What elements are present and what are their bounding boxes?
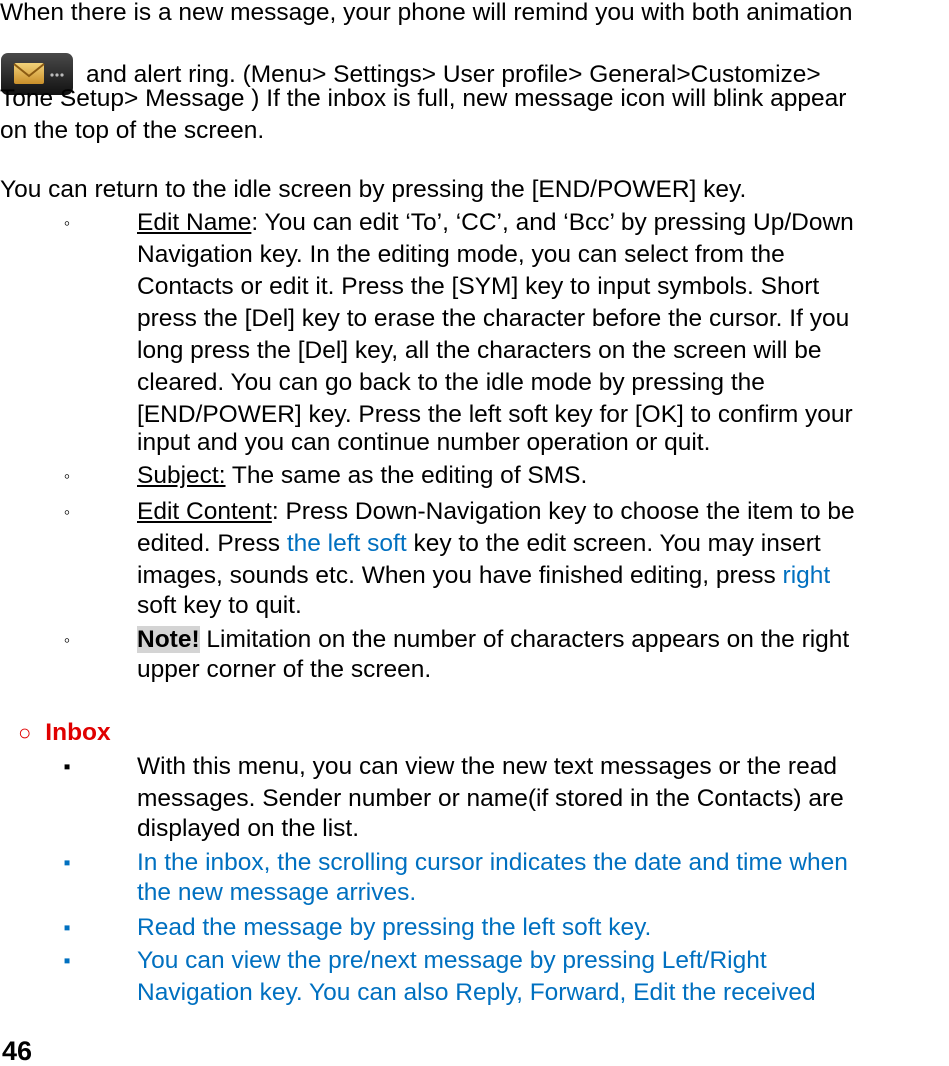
inbox-heading bbox=[18, 718, 111, 748]
bullet-subject: ◦ bbox=[63, 466, 71, 486]
intro-line-2-text: and alert ring. (Menu> Settings> User profile> General>Customize> bbox=[86, 61, 821, 88]
inbox-heading-label: Inbox bbox=[45, 719, 111, 746]
edit-content-line-2 bbox=[137, 529, 821, 559]
intro-line-4: on the top of the screen. bbox=[0, 117, 265, 144]
inbox-item-3-line-1: Read the message by pressing the left soft key. bbox=[137, 914, 652, 941]
edit-content-text-2a: edited. Press bbox=[137, 530, 287, 557]
edit-name-line-6: cleared. You can go back to the idle mode by pressing the bbox=[137, 369, 765, 396]
intro-line-1: When there is a new message, your phone will remind you with both animation bbox=[0, 0, 853, 26]
note-text-1: Limitation on the number of characters appears on the right bbox=[199, 626, 850, 653]
edit-content-text-3a: images, sounds etc. When you have finished editing, press bbox=[137, 562, 783, 589]
inbox-item-4-line-1: You can view the pre/next message by pressing Left/Right bbox=[137, 947, 767, 974]
edit-name-line-7: [END/POWER] key. Press the left soft key for [OK] to confirm your bbox=[137, 401, 853, 428]
inbox-item-1-line-2: messages. Sender number or name(if stored in the Contacts) are bbox=[137, 785, 844, 812]
page-number: 46 bbox=[2, 1036, 33, 1066]
inbox-ring-bullet: ○ bbox=[18, 720, 32, 745]
inbox-bullet-3: ▪ bbox=[63, 917, 71, 939]
edit-content-text-1: : Press Down-Navigation key to choose the item to be bbox=[271, 498, 855, 525]
edit-name-line-3: Contacts or edit it. Press the [SYM] key to input symbols. Short bbox=[137, 273, 820, 300]
inbox-bullet-1: ▪ bbox=[63, 756, 71, 778]
edit-name-line-4: press the [Del] key to erase the character before the cursor. If you bbox=[137, 305, 850, 332]
left-soft-key-highlight: the left soft bbox=[286, 530, 407, 557]
edit-name-term: Edit Name bbox=[137, 209, 252, 236]
note-label: Note! bbox=[137, 626, 200, 653]
edit-content-line-4: soft key to quit. bbox=[137, 592, 302, 619]
inbox-item-1-line-3: displayed on the list. bbox=[137, 815, 359, 842]
edit-name-line-2: Navigation key. In the editing mode, you can select from the bbox=[137, 241, 785, 268]
inbox-bullet-2: ▪ bbox=[63, 852, 71, 874]
bullet-edit-content: ◦ bbox=[63, 502, 71, 522]
edit-content-text-2c: key to the edit screen. You may insert bbox=[406, 530, 821, 557]
inbox-item-2-line-2: the new message arrives. bbox=[137, 879, 417, 906]
edit-name-line-8: input and you can continue number operation or quit. bbox=[137, 429, 711, 456]
edit-content-line-1 bbox=[137, 497, 855, 527]
inbox-item-2-line-1: In the inbox, the scrolling cursor indicates the date and time when bbox=[137, 849, 848, 876]
edit-name-line-5: long press the [Del] key, all the characters on the screen will be bbox=[137, 337, 822, 364]
subject-term: Subject: bbox=[137, 462, 226, 489]
note-line-1 bbox=[137, 625, 849, 655]
inbox-item-4-line-2: Navigation key. You can also Reply, Forward, Edit the received bbox=[137, 979, 816, 1006]
intro-line-3: Tone Setup> Message ) If the inbox is full, new message icon will blink appear bbox=[0, 85, 847, 112]
edit-content-line-3 bbox=[137, 561, 830, 591]
note-line-2: upper corner of the screen. bbox=[137, 656, 432, 683]
edit-name-line-1 bbox=[137, 208, 854, 238]
bullet-edit-name: ◦ bbox=[63, 213, 71, 233]
edit-content-term: Edit Content bbox=[137, 498, 272, 525]
edit-name-text-1: : You can edit ‘To’, ‘CC’, and ‘Bcc’ by pressing Up/Down bbox=[251, 209, 854, 236]
bullet-note: ◦ bbox=[63, 630, 71, 650]
inbox-item-1-line-1: With this menu, you can view the new text messages or the read bbox=[137, 753, 837, 780]
right-soft-key-highlight: right bbox=[782, 562, 831, 589]
subject-line bbox=[137, 461, 587, 491]
return-line: You can return to the idle screen by pressing the [END/POWER] key. bbox=[0, 176, 747, 203]
subject-text: The same as the editing of SMS. bbox=[225, 462, 588, 489]
inbox-bullet-4: ▪ bbox=[63, 950, 71, 972]
